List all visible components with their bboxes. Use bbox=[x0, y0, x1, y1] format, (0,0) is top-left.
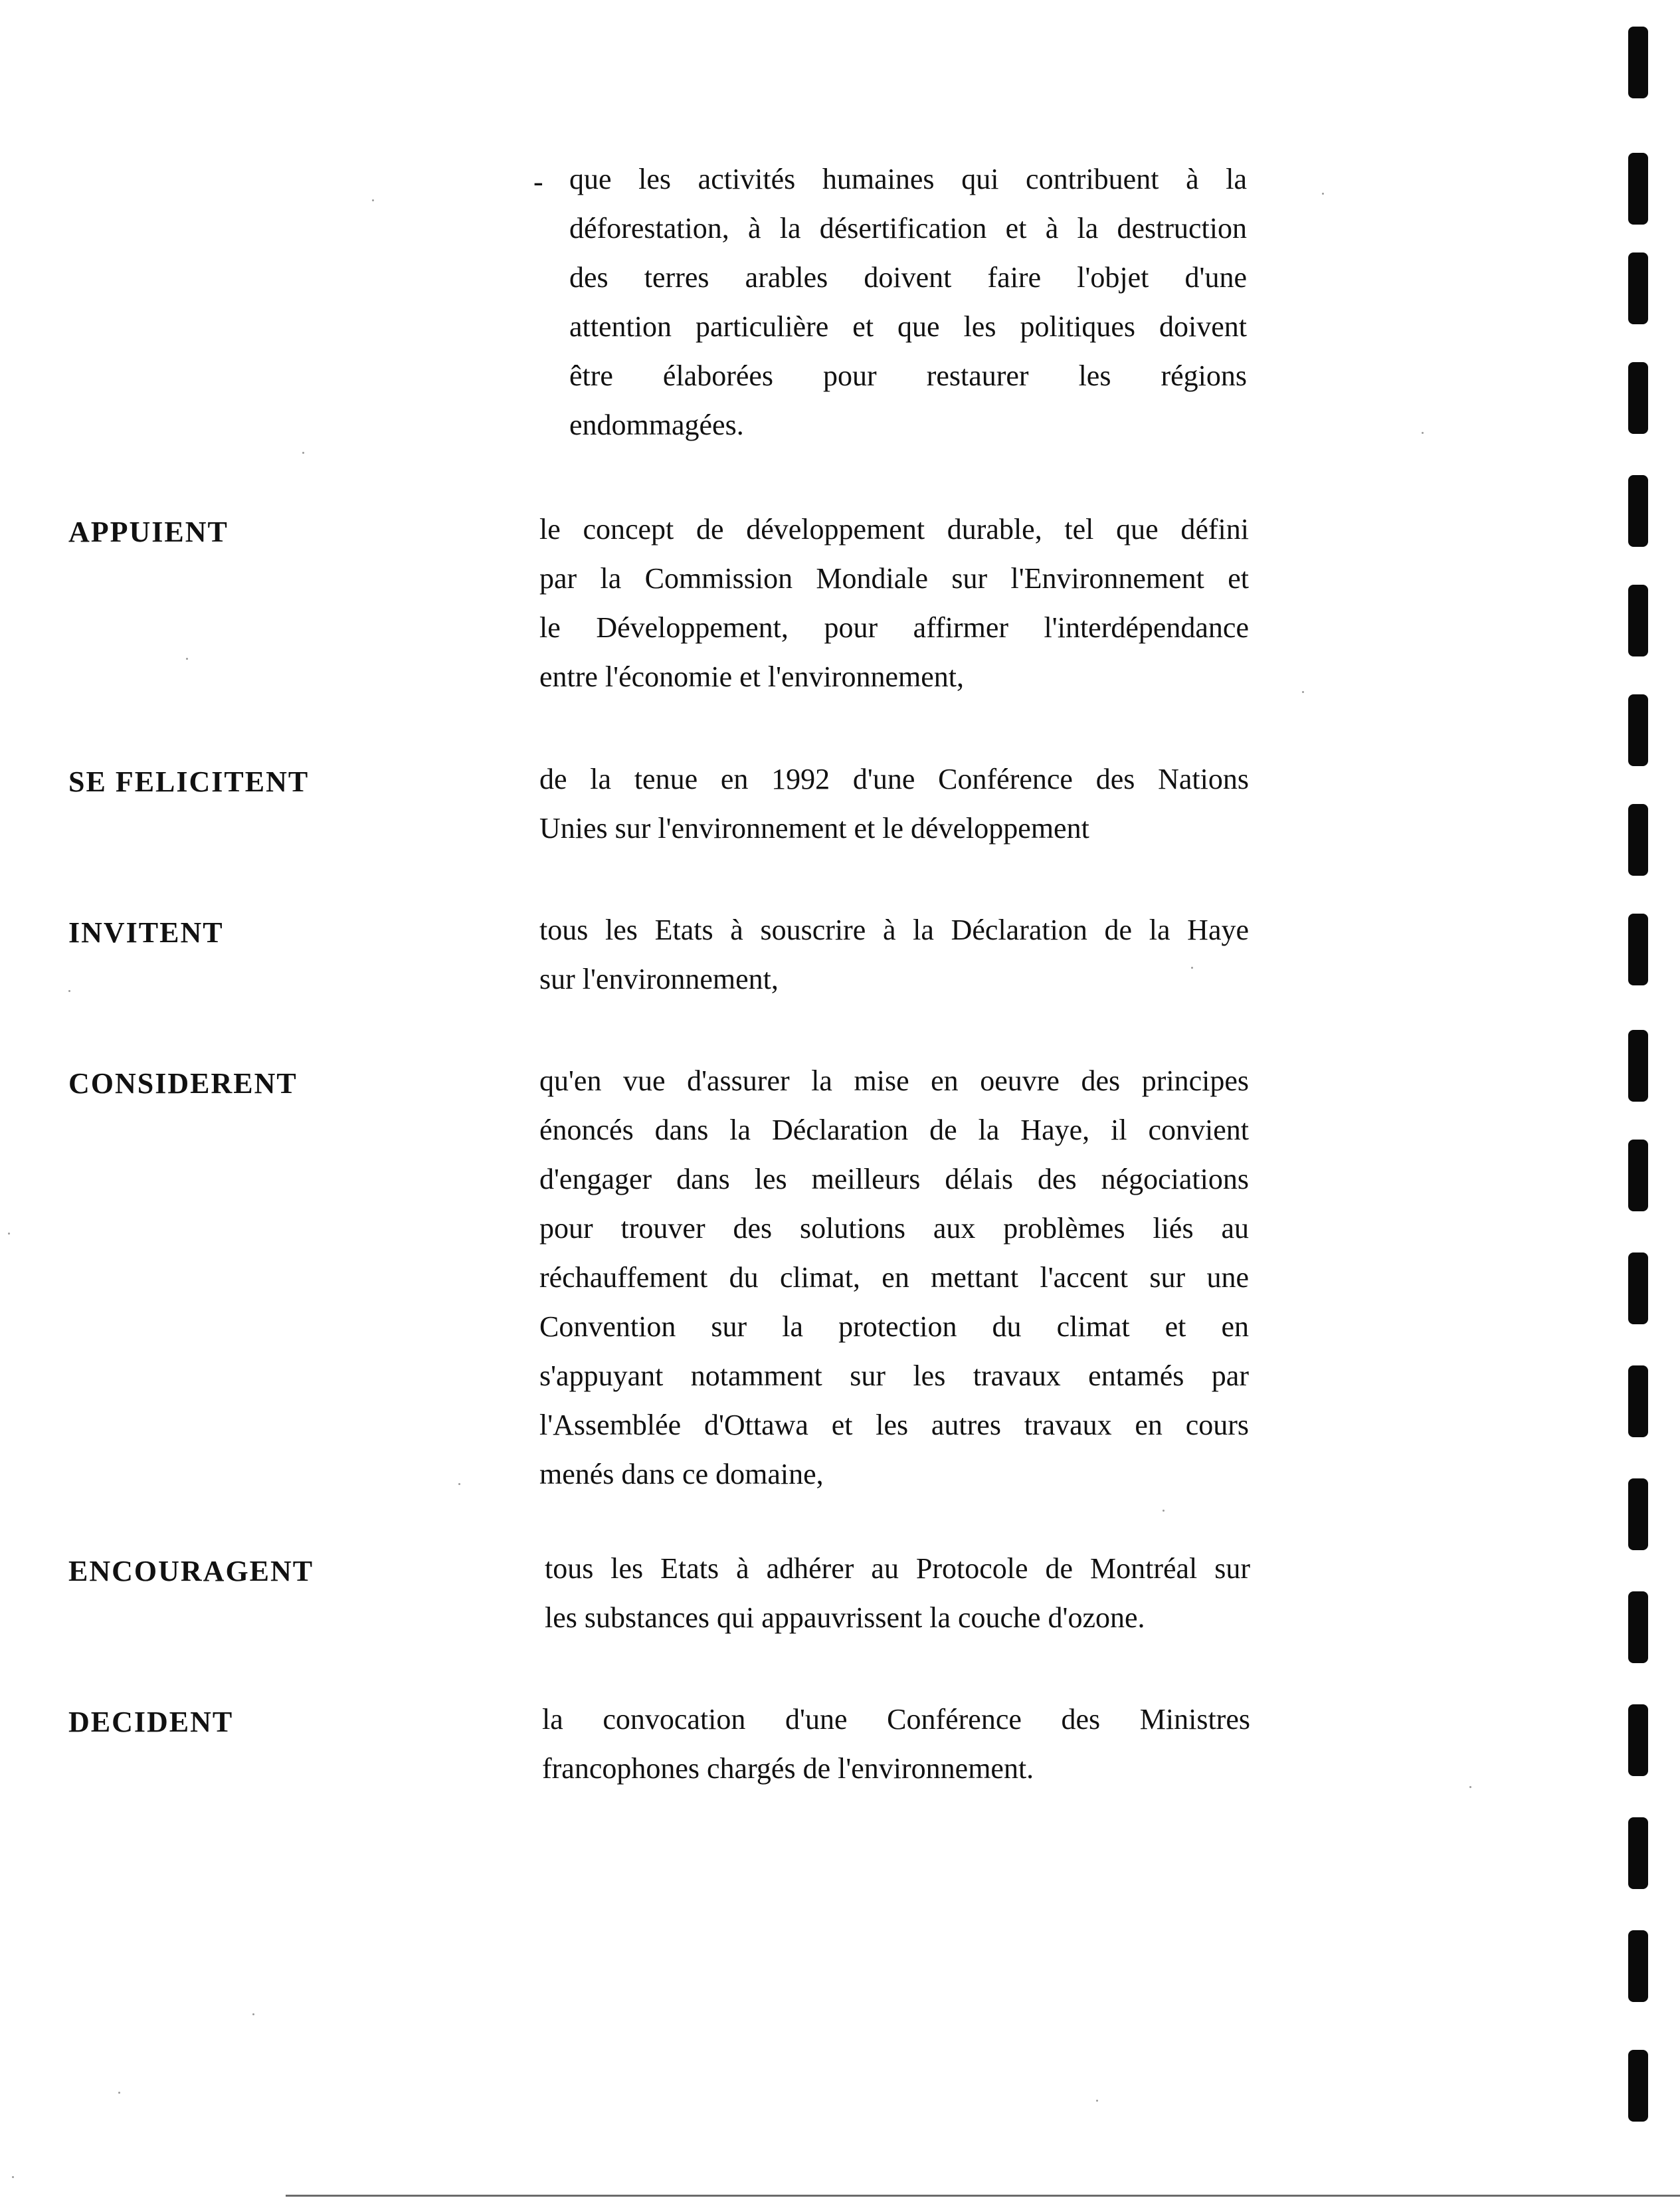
scan-speck bbox=[1322, 193, 1324, 195]
punch-hole bbox=[1628, 27, 1648, 98]
punch-hole bbox=[1628, 1704, 1648, 1776]
scan-speck bbox=[252, 2013, 254, 2015]
bullet-line: endommagées. bbox=[569, 409, 744, 441]
clause-line: Convention sur la protection du climat et en bbox=[539, 1310, 1249, 1343]
clause-line: les substances qui appauvrissent la couche d'ozone. bbox=[545, 1601, 1145, 1634]
punch-hole bbox=[1628, 1252, 1648, 1324]
scan-speck bbox=[302, 452, 304, 454]
clause-verb: APPUIENT bbox=[68, 516, 229, 548]
clause-verb: INVITENT bbox=[68, 916, 224, 949]
scan-speck bbox=[12, 2176, 14, 2178]
clause-line: de la tenue en 1992 d'une Conférence des Nations bbox=[539, 763, 1249, 795]
clause-verb: CONSIDERENT bbox=[68, 1067, 298, 1100]
clause-line: d'engager dans les meilleurs délais des négociations bbox=[539, 1163, 1249, 1195]
punch-hole bbox=[1628, 1140, 1648, 1211]
clause-line: réchauffement du climat, en mettant l'accent sur une bbox=[539, 1261, 1249, 1294]
clause-line: entre l'économie et l'environnement, bbox=[539, 660, 964, 693]
punch-hole bbox=[1628, 585, 1648, 656]
bullet-line: attention particulière et que les politiques doivent bbox=[569, 310, 1247, 343]
bullet-line: des terres arables doivent faire l'objet d'une bbox=[569, 261, 1247, 294]
scan-speck bbox=[1422, 432, 1424, 434]
clause-line: par la Commission Mondiale sur l'Environnement et bbox=[539, 562, 1249, 595]
punch-hole bbox=[1628, 475, 1648, 547]
punch-hole bbox=[1628, 914, 1648, 985]
scan-speck bbox=[1191, 967, 1193, 969]
punch-hole bbox=[1628, 694, 1648, 766]
scan-speck bbox=[118, 2092, 120, 2094]
clause-verb: ENCOURAGENT bbox=[68, 1555, 314, 1587]
clause-line: le Développement, pour affirmer l'interdépendance bbox=[539, 611, 1249, 644]
clause-line: l'Assemblée d'Ottawa et les autres travaux en cours bbox=[539, 1409, 1249, 1441]
scan-speck bbox=[68, 990, 70, 992]
bullet-marker: - bbox=[533, 165, 543, 198]
scan-speck bbox=[1096, 2100, 1098, 2102]
scan-speck bbox=[8, 1233, 10, 1235]
clause-line: menés dans ce domaine, bbox=[539, 1458, 824, 1490]
punch-hole bbox=[1628, 1030, 1648, 1102]
scan-speck bbox=[458, 1483, 460, 1485]
clause-line: le concept de développement durable, tel que défini bbox=[539, 513, 1249, 546]
clause-verb: DECIDENT bbox=[68, 1706, 234, 1738]
punch-hole bbox=[1628, 252, 1648, 324]
clause-line: pour trouver des solutions aux problèmes liés au bbox=[539, 1212, 1249, 1245]
clause-line: Unies sur l'environnement et le développement bbox=[539, 812, 1089, 845]
punch-hole bbox=[1628, 1817, 1648, 1889]
scan-speck bbox=[372, 199, 374, 201]
scan-speck bbox=[1163, 1510, 1165, 1512]
punch-hole bbox=[1628, 804, 1648, 876]
punch-hole bbox=[1628, 1365, 1648, 1437]
clause-line: tous les Etats à adhérer au Protocole de Montréal sur bbox=[545, 1552, 1250, 1585]
punch-hole bbox=[1628, 2050, 1648, 2122]
scan-speck bbox=[186, 658, 188, 660]
clause-line: sur l'environnement, bbox=[539, 963, 779, 995]
clause-line: tous les Etats à souscrire à la Déclaration de la Haye bbox=[539, 914, 1249, 946]
page-bottom-edge bbox=[286, 2195, 1680, 2197]
bullet-line: que les activités humaines qui contribuent à la bbox=[569, 163, 1247, 195]
bullet-line: être élaborées pour restaurer les régions bbox=[569, 359, 1247, 392]
clause-line: énoncés dans la Déclaration de la Haye, il convient bbox=[539, 1114, 1249, 1146]
scan-speck bbox=[1469, 1786, 1471, 1788]
punch-hole bbox=[1628, 1591, 1648, 1663]
punch-hole bbox=[1628, 362, 1648, 434]
punch-hole bbox=[1628, 153, 1648, 225]
punch-hole bbox=[1628, 1478, 1648, 1550]
bullet-line: déforestation, à la désertification et à la destruction bbox=[569, 212, 1247, 245]
clause-line: qu'en vue d'assurer la mise en oeuvre des principes bbox=[539, 1064, 1249, 1097]
scan-speck bbox=[1302, 691, 1304, 693]
clause-line: s'appuyant notamment sur les travaux entamés par bbox=[539, 1359, 1249, 1392]
clause-line: francophones chargés de l'environnement. bbox=[542, 1752, 1034, 1785]
clause-line: la convocation d'une Conférence des Ministres bbox=[542, 1703, 1250, 1736]
punch-hole bbox=[1628, 1930, 1648, 2002]
clause-verb: SE FELICITENT bbox=[68, 765, 310, 798]
